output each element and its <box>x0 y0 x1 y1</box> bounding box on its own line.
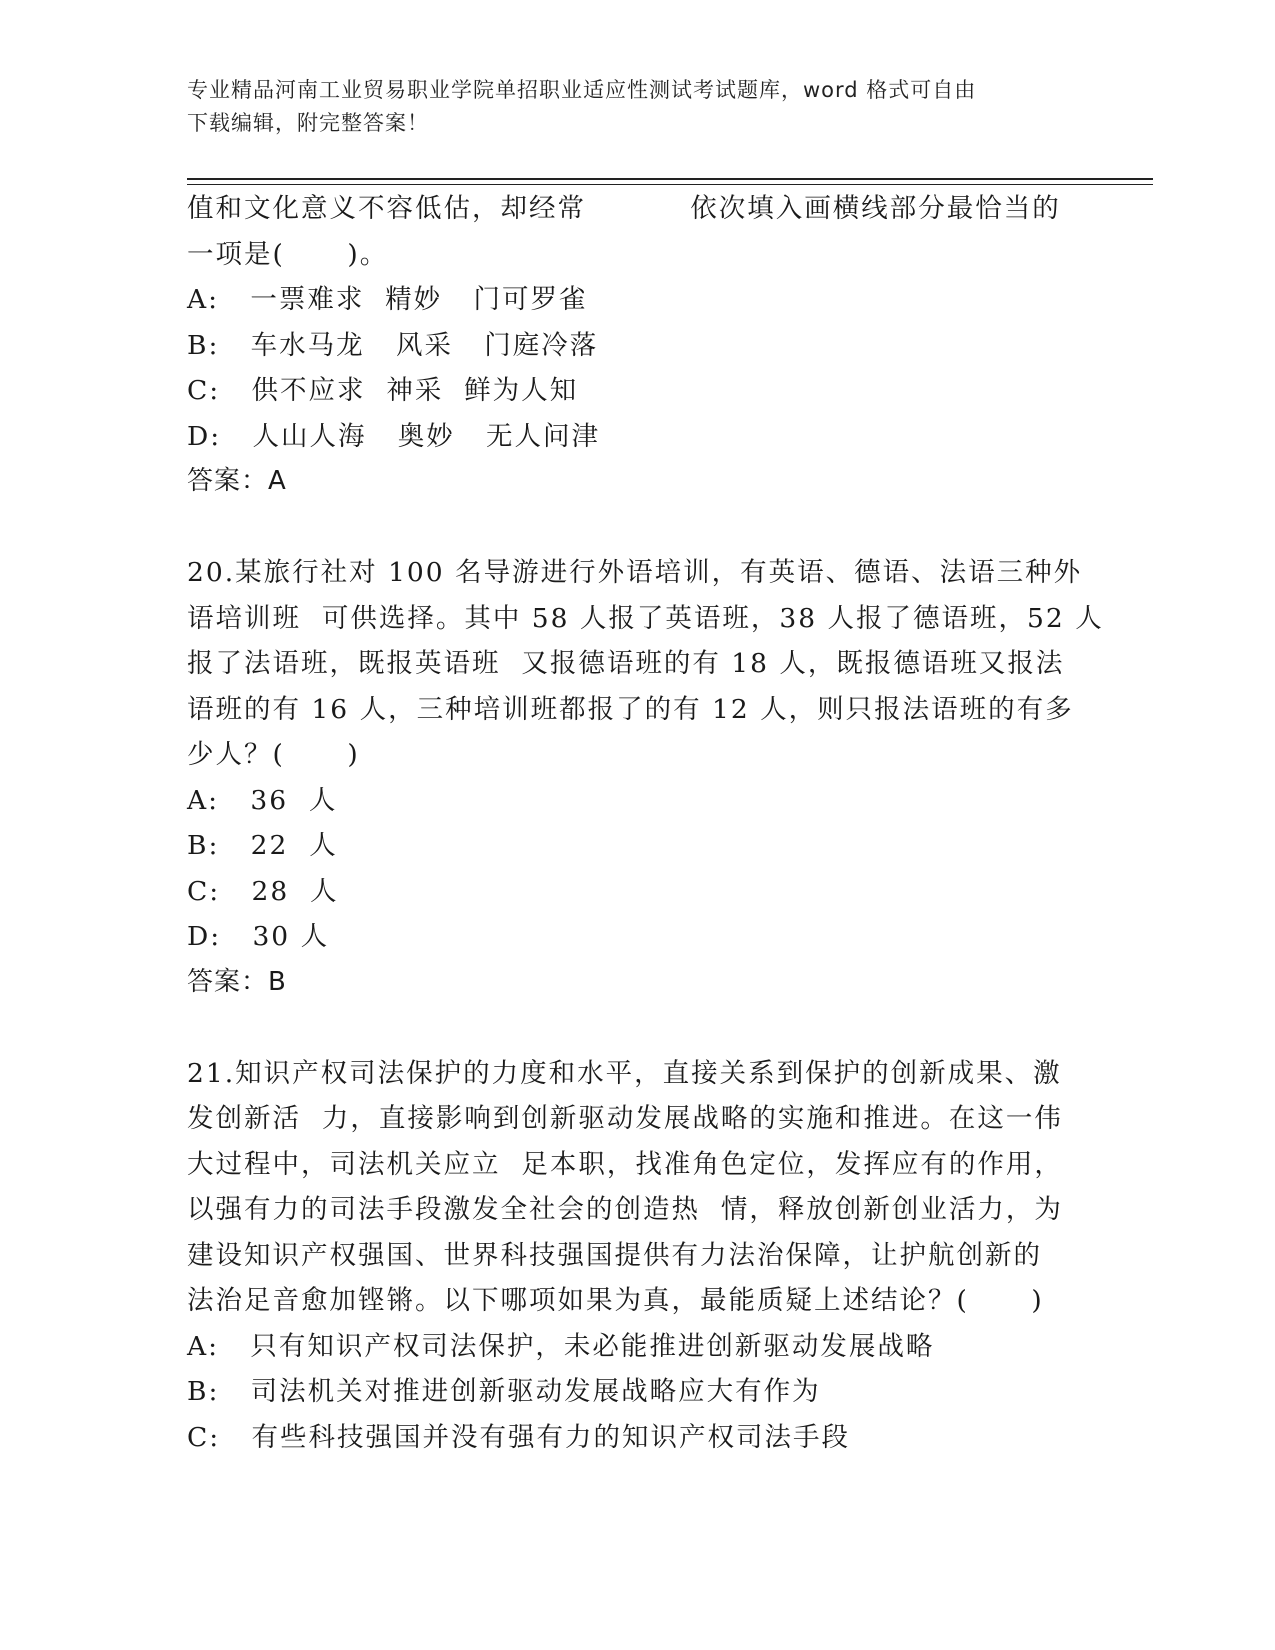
question-20-answer: 答案：B <box>187 966 287 997</box>
spacer <box>187 505 1087 551</box>
question-20-option-c: C: 28 人 <box>187 875 339 907</box>
question-20-line-3: 报了法语班，既报英语班 又报德语班的有 18 人，既报德语班又报法 <box>187 648 1065 679</box>
question-20 <box>187 550 1104 1005</box>
question-19-answer: 答案：A <box>187 466 287 496</box>
question-19 <box>187 186 1087 505</box>
question-19-option-a: A: 一票难求 精妙 门可罗雀 <box>187 284 588 315</box>
question-19-option-d: D: 人山人海 奥妙 无人问津 <box>187 420 600 452</box>
question-20-line-1: 20.某旅行社对 100 名导游进行外语培训，有英语、德语、法语三种外 <box>187 557 1083 588</box>
question-21-option-b: B: 司法机关对推进创新驱动发展战略应大有作为 <box>187 1376 821 1407</box>
question-19-line-1: 值和文化意义不容低估，却经常 依次填入画横线部分最恰当的 <box>187 193 1061 224</box>
spacer <box>187 1005 1087 1051</box>
question-19-option-b: B: 车水马龙 风采 门庭冷落 <box>187 329 599 361</box>
question-21-line-2: 发创新活 力，直接影响到创新驱动发展战略的实施和推进。在这一伟 <box>187 1103 1063 1134</box>
page-header <box>187 74 1067 140</box>
question-20-line-2: 语培训班 可供选择。其中 58 人报了英语班，38 人报了德语班，52 人 <box>187 602 1104 634</box>
question-21-line-1: 21.知识产权司法保护的力度和水平，直接关系到保护的创新成果、激 <box>187 1057 1062 1089</box>
question-20-option-a: A: 36 人 <box>187 784 338 816</box>
question-19-line-2: 一项是( )。 <box>187 238 389 270</box>
question-20-line-5: 少人？( ) <box>187 739 360 770</box>
header-line-2: 下载编辑，附完整答案！ <box>187 111 429 135</box>
question-20-line-4: 语班的有 16 人，三种培训班都报了的有 12 人，则只报法语班的有多 <box>187 693 1074 725</box>
question-21-line-5: 建设知识产权强国、世界科技强国提供有力法治保障，让护航创新的 <box>187 1239 1042 1271</box>
question-21-option-c: C: 有些科技强国并没有强有力的知识产权司法手段 <box>187 1421 850 1453</box>
question-21-line-6: 法治足音愈加铿锵。以下哪项如果为真，最能质疑上述结论？( ) <box>187 1285 1044 1316</box>
document-body <box>187 186 1104 1460</box>
question-21-line-4: 以强有力的司法手段激发全社会的创造热 情，释放创新创业活力，为 <box>187 1194 1063 1225</box>
question-21 <box>187 1051 1087 1461</box>
question-21-option-a: A: 只有知识产权司法保护，未必能推进创新驱动发展战略 <box>187 1330 935 1362</box>
question-19-option-c: C: 供不应求 神采 鲜为人知 <box>187 375 579 406</box>
question-20-option-d: D: 30 人 <box>187 921 330 952</box>
header-rule-thin <box>187 184 1153 185</box>
header-line-1: 专业精品河南工业贸易职业学院单招职业适应性测试考试题库，word 格式可自由 <box>187 78 977 102</box>
question-20-option-b: B: 22 人 <box>187 830 338 861</box>
question-21-line-3: 大过程中，司法机关应立 足本职，找准角色定位，发挥应有的作用， <box>187 1148 1063 1180</box>
header-rule-thick <box>187 178 1153 180</box>
